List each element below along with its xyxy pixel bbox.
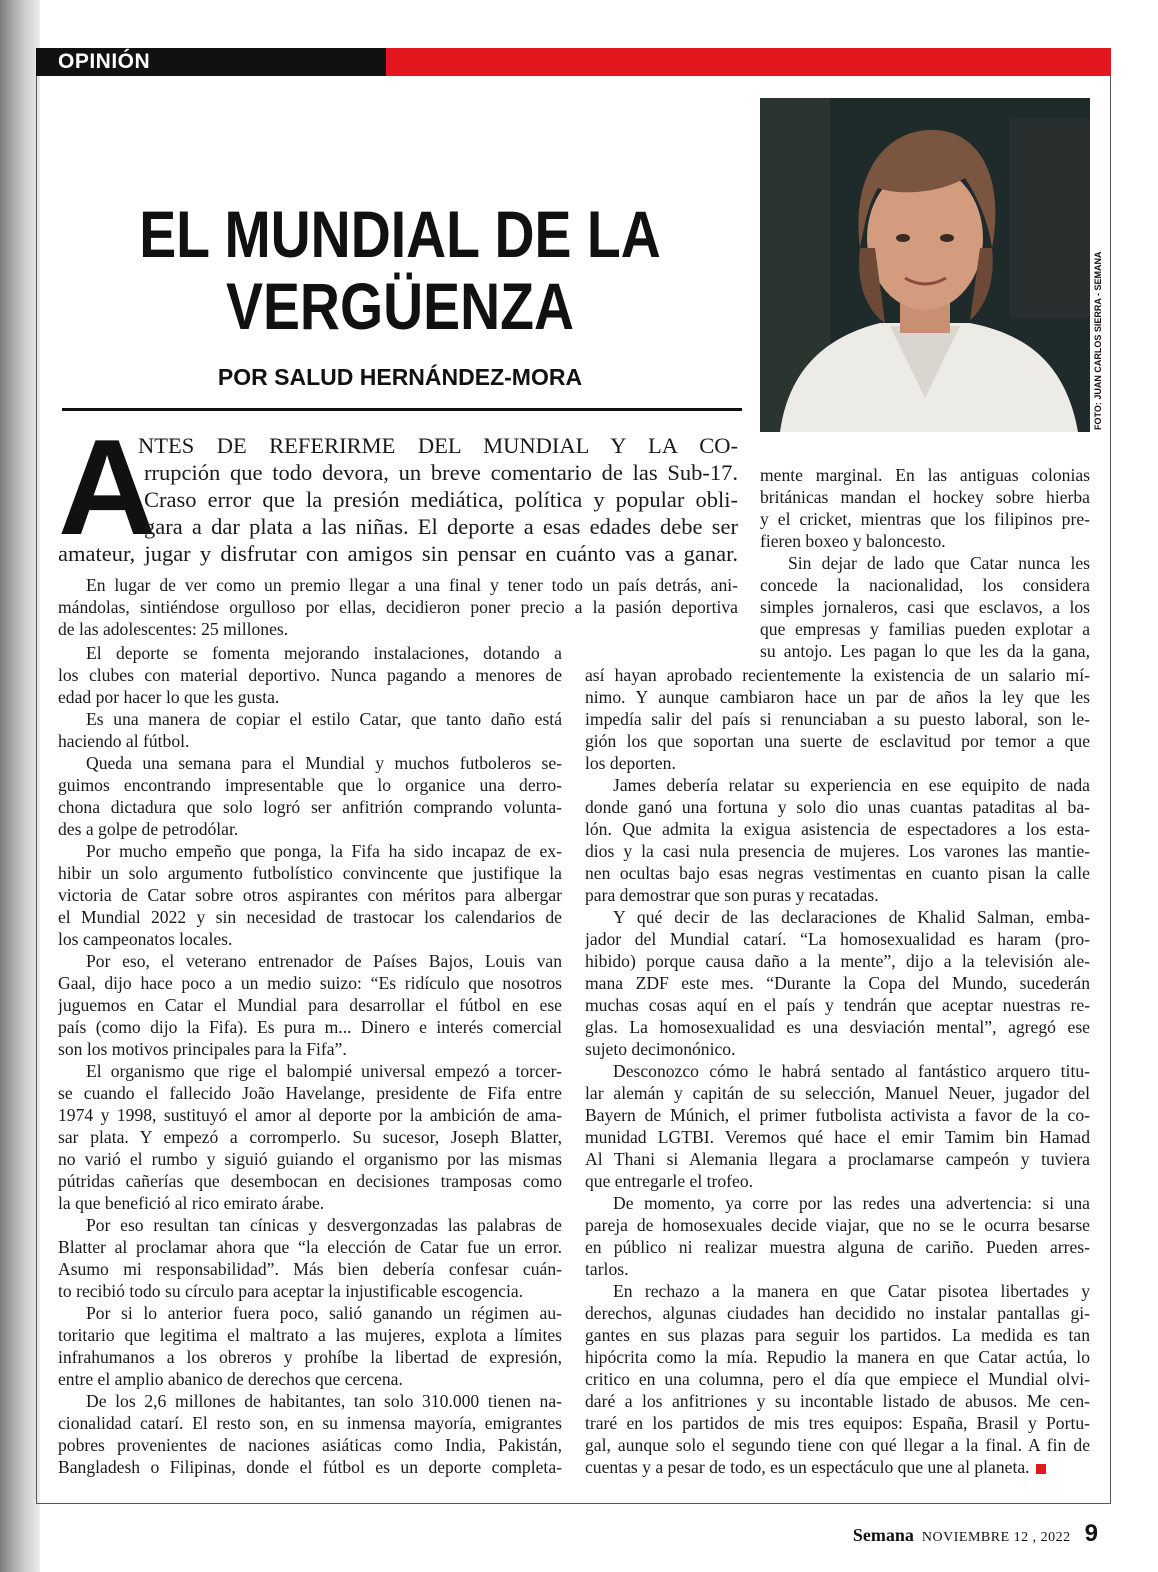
- body-line: juguemos en Catar el Mundial para desarrollar el fútbol en ese: [58, 995, 562, 1015]
- body-line: pareja de homosexuales decide viajar, que no se le ocurra besarse: [585, 1215, 1090, 1235]
- body-line: el Mundial 2022 y sin necesidad de trastocar los calendarios de: [58, 907, 562, 927]
- body-line: James debería relatar su experiencia en ese equipito de nada: [613, 775, 1090, 795]
- body-line: gantes en sus plazas para seguir los partidos. La medida es tan: [585, 1325, 1090, 1345]
- body-line: fieren boxeo y baloncesto.: [760, 531, 946, 551]
- body-line: así hayan aprobado recientemente la existencia de un salario mí-: [585, 665, 1090, 685]
- body-line: gal, aunque solo el segundo tiene con qué llegar a la final. A fin de: [585, 1435, 1090, 1455]
- page-spine-shadow: [0, 0, 40, 1572]
- body-line: edad por hacer lo que les gusta.: [58, 687, 280, 707]
- body-line: En rechazo a la manera en que Catar pisotea libertades y: [613, 1281, 1090, 1301]
- page-number: 9: [1084, 1520, 1098, 1547]
- body-line: derechos, algunas ciudades han decidido no instalar pantallas gi-: [585, 1303, 1090, 1323]
- body-line: guimos encontrando impresentable que lo organice una derro-: [58, 775, 562, 795]
- body-line: sujeto decimonónico.: [585, 1039, 736, 1059]
- section-bar-accent: [386, 48, 1111, 76]
- body-line: británicas mandan el hockey sobre hierba: [760, 487, 1090, 507]
- body-line: 1974 y 1998, sustituyó el amor al deporte por la ambición de ama-: [58, 1105, 562, 1125]
- body-line: Por mucho empeño que ponga, la Fifa ha sido incapaz de ex-: [86, 841, 562, 861]
- body-line: Sin dejar de lado que Catar nunca les: [788, 553, 1090, 573]
- body-line: De momento, ya corre por las redes una advertencia: si una: [613, 1193, 1090, 1213]
- body-line: De los 2,6 millones de habitantes, tan solo 310.000 tienen na-: [86, 1391, 562, 1411]
- body-line: Es una manera de copiar el estilo Catar, que tanto daño está: [86, 709, 562, 729]
- body-line: gión los que soportan una suerte de esclavitud por temor a que: [585, 731, 1090, 751]
- body-line: Al Thani si Alemania llegara a proclamarse campeón y tuviera: [585, 1149, 1090, 1169]
- body-line: cionalidad catarí. El resto son, en su inmensa mayoría, emigrantes: [58, 1413, 562, 1433]
- body-line: Por eso resultan tan cínicas y desvergonzadas las palabras de: [86, 1215, 562, 1235]
- body-line: Y qué decir de las declaraciones de Khalid Salman, emba-: [613, 907, 1090, 927]
- body-line: critico en una columna, pero el día que empiece el Mundial olvi-: [585, 1369, 1090, 1389]
- body-line: los clubes con material deportivo. Nunca pagando a menores de: [58, 665, 562, 685]
- body-line: los campeonatos locales.: [58, 929, 233, 949]
- body-line: para demostrar que son puras y recatadas.: [585, 885, 879, 905]
- body-line: impedía salir del país si renunciaban a su puesto laboral, son le-: [585, 709, 1090, 729]
- section-bar: [36, 48, 1111, 76]
- body-line: hibido) porque causa daño a la mente”, dijo a la televisión ale-: [585, 951, 1090, 971]
- headline: [114, 198, 685, 342]
- body-line: mente marginal. En las antiguas colonias: [760, 465, 1090, 485]
- lead-line: NTES DE REFERIRME DEL MUNDIAL Y LA CO-: [138, 433, 738, 458]
- body-line: Blatter al proclamar ahora que “la elección de Catar fue un error.: [58, 1237, 562, 1257]
- body-line: donde ganó una fortuna y solo dio unas cuantas pataditas al ba-: [585, 797, 1090, 817]
- author-portrait: [760, 98, 1090, 432]
- body-line: Gaal, dijo hace poco a un medio suizo: “Es ridículo que nosotros: [58, 973, 562, 993]
- body-line: El organismo que rige el balompié universal empezó a torcer-: [86, 1061, 562, 1081]
- body-line: Bayern de Múnich, el primer futbolista activista a favor de la co-: [585, 1105, 1090, 1125]
- body-line: de las adolescentes: 25 millones.: [58, 619, 289, 639]
- body-line: concede la nacionalidad, los considera: [760, 575, 1090, 595]
- body-line: la que benefició al rico emirato árabe.: [58, 1193, 325, 1213]
- body-line: nen ocultas bajo esas negras vestimentas en cuanto pisan la calle: [585, 863, 1090, 883]
- body-line: simples jornaleros, casi que esclavos, a los: [760, 597, 1090, 617]
- body-line: infrahumanos a los obreros y prohíbe la libertad de expresión,: [58, 1347, 562, 1367]
- body-line: Queda una semana para el Mundial y muchos futboleros se-: [86, 753, 562, 773]
- body-line: mana ZDF este mes. “Durante la Copa del Mundo, sucederán: [585, 973, 1090, 993]
- body-line: El deporte se fomenta mejorando instalaciones, dotando a: [86, 643, 562, 663]
- body-line: que entregarle el trofeo.: [585, 1171, 754, 1191]
- body-line: cuentas y a pesar de todo, es un espectáculo que une al planeta.: [585, 1456, 1090, 1478]
- body-line: des a golpe de petrodólar.: [58, 819, 239, 839]
- body-line: país (como dijo la Fifa). Es pura m... Dinero e interés comercial: [58, 1017, 562, 1037]
- body-line: mándolas, sintiéndose orgulloso por ellas, decidieron poner precio a la pasión deportiva: [58, 597, 738, 617]
- headline-rule: [62, 408, 742, 411]
- body-line: munidad LGTBI. Veremos qué hace el emir Tamim bin Hamad: [585, 1127, 1090, 1147]
- footer-brand: Semana: [852, 1525, 914, 1545]
- body-line: son los motivos principales para la Fifa”.: [58, 1039, 347, 1059]
- body-line: hipócrita como la mía. Repudio la manera en que Catar actúa, lo: [585, 1347, 1090, 1367]
- author-photo: [760, 98, 1090, 432]
- body-line: en público ni realizar muestra alguna de cariño. Pueden arres-: [585, 1237, 1090, 1257]
- footer-date: NOVIEMBRE 12 , 2022: [921, 1530, 1071, 1545]
- body-line: Asumo mi responsabilidad”. Más bien debería confesar cuán-: [58, 1259, 562, 1279]
- body-line: nimo. Y aunque cambiaron hace un par de años la ley que les: [585, 687, 1090, 707]
- section-label: OPINIÓN: [36, 48, 386, 76]
- headline-line: EL MUNDIAL DE LA: [139, 197, 661, 271]
- body-line: no varió el rumbo y siguió guiando el organismo por las mismas: [58, 1149, 562, 1169]
- drop-cap: A: [58, 411, 157, 563]
- body-line: su antojo. Les pagan lo que les da la gana,: [760, 641, 1090, 661]
- body-line: Bangladesh o Filipinas, donde el fútbol es un deporte completa-: [58, 1457, 562, 1477]
- body-line: que empresas y familias pueden explotar a: [760, 619, 1090, 639]
- body-line: tarlos.: [585, 1259, 629, 1279]
- lead-line: Craso error que la presión mediática, política y popular obli-: [144, 487, 738, 512]
- body-column-right-top: [760, 464, 1090, 662]
- lead-line: rrupción que todo devora, un breve comentario de las Sub-17.: [144, 460, 738, 485]
- body-line: hibir un solo argumento futbolístico convincente que justifique la: [58, 863, 562, 883]
- photo-credit: FOTO: JUAN CARLOS SIERRA - SEMANA: [1093, 251, 1103, 430]
- body-line: y el cricket, mientras que los filipinos pre-: [760, 509, 1090, 529]
- end-of-article-mark: [1036, 1464, 1046, 1474]
- page-footer: [853, 1520, 1098, 1548]
- body-line: muchas cosas aquí en el país y tendrán que aceptar nuestras re-: [585, 995, 1090, 1015]
- body-line: los deporten.: [585, 753, 676, 773]
- lead-line: amateur, jugar y disfrutar con amigos sin pensar en cuánto vas a ganar.: [58, 541, 738, 566]
- wide-paragraph: [58, 574, 738, 640]
- body-column-right: [585, 664, 1090, 1478]
- body-line: En lugar de ver como un premio llegar a una final y tener todo un país detrás, ani-: [86, 575, 738, 595]
- body-line: jador del Mundial catarí. “La homosexualidad es haram (pro-: [585, 929, 1090, 949]
- body-line: lar alemán y capitán de su selección, Manuel Neuer, jugador del: [585, 1083, 1090, 1103]
- body-line: Por eso, el veterano entrenador de Países Bajos, Louis van: [86, 951, 562, 971]
- body-line: daré a los anfitriones y su incontable listado de abusos. Me cen-: [585, 1391, 1090, 1411]
- body-line: traré en los partidos de mis tres equipos: España, Brasil y Portu-: [585, 1413, 1090, 1433]
- body-column-left: [58, 642, 562, 1478]
- body-line: pútridas cañerías que desembocan en decisiones tramposas como: [58, 1171, 562, 1191]
- body-line: Desconozco cómo le habrá sentado al fantástico arquero titu-: [613, 1061, 1090, 1081]
- body-line: dios y la casi nula presencia de mujeres. Los varones las mantie-: [585, 841, 1090, 861]
- byline: POR SALUD HERNÁNDEZ-MORA: [217, 364, 583, 390]
- body-line: toritario que legitima el maltrato a las mujeres, explota a límites: [58, 1325, 562, 1345]
- body-line: pobres provenientes de naciones asiáticas como India, Pakistán,: [58, 1435, 562, 1455]
- body-line: glas. La homosexualidad es una desviación mental”, agregó ese: [585, 1017, 1090, 1037]
- lead-line: gara a dar plata a las niñas. El deporte a esas edades debe ser: [144, 514, 738, 539]
- body-line: to recibió todo su círculo para aceptar la injustificable escogencia.: [58, 1281, 524, 1301]
- body-line: se cuando el fallecido João Havelange, presidente de Fifa entre: [58, 1083, 562, 1103]
- body-line: chona dictadura que solo logró ser anfitrión comprando volunta-: [58, 797, 562, 817]
- body-line: haciendo al fútbol.: [58, 731, 190, 751]
- body-line: Por si lo anterior fuera poco, salió ganando un régimen au-: [86, 1303, 562, 1323]
- body-line: entre el amplio abanico de derechos que cercena.: [58, 1369, 403, 1389]
- headline-line: VERGÜENZA: [225, 269, 575, 343]
- body-line: sar plata. Y empezó a corromperlo. Su sucesor, Joseph Blatter,: [58, 1127, 562, 1147]
- body-line: victoria de Catar sobre otros aspirantes con méritos para albergar: [58, 885, 562, 905]
- body-line: lón. Que admita la exigua asistencia de espectadores a los esta-: [585, 819, 1090, 839]
